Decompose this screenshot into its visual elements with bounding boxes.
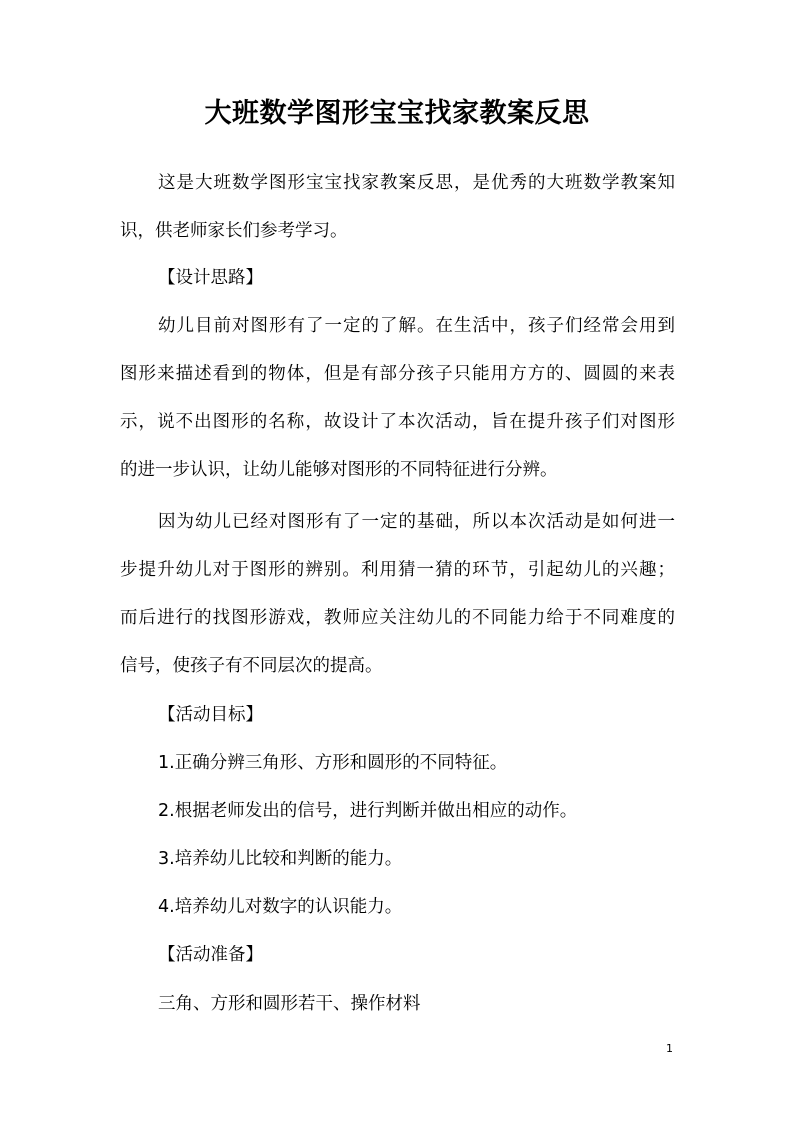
intro-line-2: 识，供老师家长们参考学习。: [120, 221, 348, 241]
goal-item-3: 3.培养幼儿比较和判断的能力。: [158, 849, 403, 869]
prep-heading: 【活动准备】: [158, 945, 263, 965]
prep-text: 三角、方形和圆形若干、操作材料: [158, 994, 421, 1014]
design-p1-line-3: 示，说不出图形的名称，故设计了本次活动，旨在提升孩子们对图形: [120, 412, 675, 432]
design-heading: 【设计思路】: [158, 268, 263, 288]
intro-line-1: 这是大班数学图形宝宝找家教案反思，是优秀的大班数学教案知: [158, 173, 675, 193]
document-title: 大班数学图形宝宝找家教案反思: [204, 98, 590, 129]
design-p2-line-1: 因为幼儿已经对图形有了一定的基础，所以本次活动是如何进一: [158, 512, 675, 532]
goal-item-1: 1.正确分辨三角形、方形和圆形的不同特征。: [158, 753, 508, 773]
design-p1-line-4: 的进一步认识，让幼儿能够对图形的不同特征进行分辨。: [120, 460, 558, 480]
goal-item-2: 2.根据老师发出的信号，进行判断并做出相应的动作。: [158, 801, 578, 821]
design-p2-line-2: 步提升幼儿对于图形的辨别。利用猜一猜的环节，引起幼儿的兴趣；: [120, 560, 675, 580]
goal-item-4: 4.培养幼儿对数字的认识能力。: [158, 897, 403, 917]
goals-heading: 【活动目标】: [158, 705, 263, 725]
design-p1-line-1: 幼儿目前对图形有了一定的了解。在生活中，孩子们经常会用到: [158, 316, 675, 336]
design-p2-line-4: 信号，使孩子有不同层次的提高。: [120, 656, 383, 676]
design-p1-line-2: 图形来描述看到的物体，但是有部分孩子只能用方方的、圆圆的来表: [120, 364, 675, 384]
page-number: 1: [666, 1042, 673, 1055]
design-p2-line-3: 而后进行的找图形游戏，教师应关注幼儿的不同能力给于不同难度的: [120, 608, 675, 628]
